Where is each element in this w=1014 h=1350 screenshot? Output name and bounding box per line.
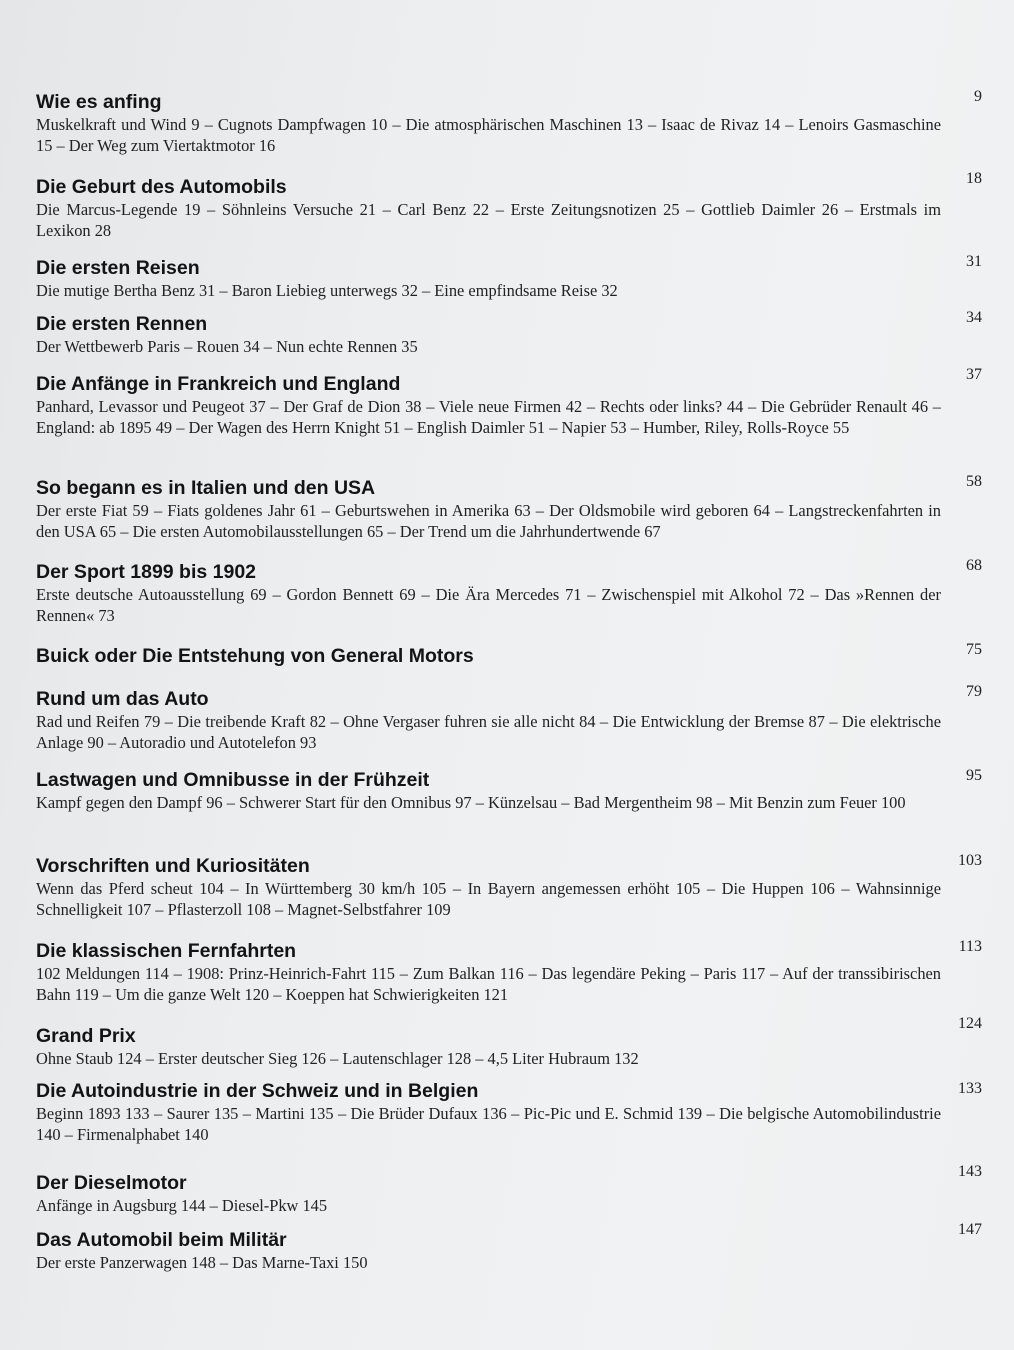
toc-entry: [36, 176, 941, 241]
toc-entry: [36, 1025, 941, 1069]
chapter-title: Grand Prix: [36, 1025, 136, 1047]
chapter-contents: 102 Meldungen 114 – 1908: Prinz-Heinrich-Fahrt 115 – Zum Balkan 116 – Das legendäre Peking – Paris 117 – Auf der transsibirischen Bahn 119 – Um die ganze Welt 120 – Koeppen hat Schwierigkeiten 121: [36, 964, 941, 1004]
toc-entry: [36, 1229, 941, 1273]
chapter-contents: Der erste Fiat 59 – Fiats goldenes Jahr 61 – Geburtswehen in Amerika 63 – Der Oldsmobile wird geboren 64 – Langstreckenfahrten in den USA 65 – Die ersten Automobilausstellungen 65 – Der Trend um die Jahrhundertwende 67: [36, 501, 941, 541]
chapter-title: Rund um das Auto: [36, 688, 209, 710]
chapter-contents: Rad und Reifen 79 – Die treibende Kraft 82 – Ohne Vergaser fuhren sie alle nicht 84 – Die Entwicklung der Bremse 87 – Die elektrische Anlage 90 – Autoradio und Autotelefon 93: [36, 712, 941, 752]
chapter-title: Die klassischen Fernfahrten: [36, 940, 297, 962]
chapter-page-number: 31: [966, 253, 982, 270]
chapter-contents: Ohne Staub 124 – Erster deutscher Sieg 126 – Lautenschlager 128 – 4,5 Liter Hubraum 132: [36, 1049, 639, 1068]
chapter-contents: Wenn das Pferd scheut 104 – In Württemberg 30 km/h 105 – In Bayern angemessen erhöht 105 – Die Huppen 106 – Wahnsinnige Schnelligkeit 107 – Pflasterzoll 108 – Magnet-Selbstfahrer 109: [36, 879, 941, 919]
chapter-title: Wie es anfing: [36, 91, 162, 113]
chapter-title: Die ersten Reisen: [36, 257, 200, 279]
chapter-title: Lastwagen und Omnibusse in der Frühzeit: [36, 769, 430, 791]
toc-entry: [36, 688, 941, 753]
chapter-page-number: 34: [966, 309, 982, 326]
chapter-page-number: 95: [966, 767, 982, 784]
toc-entry: [36, 1080, 941, 1145]
chapter-contents: Erste deutsche Autoausstellung 69 – Gordon Bennett 69 – Die Ära Mercedes 71 – Zwischenspiel mit Alkohol 72 – Das »Rennen der Rennen« 73: [36, 585, 941, 625]
toc-entry: [36, 940, 941, 1005]
chapter-page-number: 58: [966, 473, 982, 490]
toc-entry: [36, 561, 941, 626]
chapter-page-number: 147: [958, 1221, 982, 1238]
chapter-contents: Der erste Panzerwagen 148 – Das Marne-Taxi 150: [36, 1253, 368, 1272]
chapter-title: So begann es in Italien und den USA: [36, 477, 376, 499]
toc-entry: [36, 313, 941, 357]
toc-entry: [36, 257, 941, 301]
chapter-contents: Kampf gegen den Dampf 96 – Schwerer Start für den Omnibus 97 – Künzelsau – Bad Mergentheim 98 – Mit Benzin zum Feuer 100: [36, 793, 906, 812]
chapter-title: Buick oder Die Entstehung von General Motors: [36, 645, 474, 667]
chapter-contents: Beginn 1893 133 – Saurer 135 – Martini 135 – Die Brüder Dufaux 136 – Pic-Pic und E. Schmid 139 – Die belgische Automobilindustrie 140 – Firmenalphabet 140: [36, 1104, 941, 1144]
chapter-contents: Die mutige Bertha Benz 31 – Baron Liebieg unterwegs 32 – Eine empfindsame Reise 32: [36, 281, 618, 300]
toc-entry: [36, 1172, 941, 1216]
chapter-title: Die Geburt des Automobils: [36, 176, 287, 198]
toc-entry: [36, 477, 941, 542]
chapter-page-number: 79: [966, 683, 982, 700]
chapter-title: Der Sport 1899 bis 1902: [36, 561, 257, 583]
chapter-title: Vorschriften und Kuriositäten: [36, 855, 310, 877]
chapter-contents: Panhard, Levassor und Peugeot 37 – Der Graf de Dion 38 – Viele neue Firmen 42 – Rechts oder links? 44 – Die Gebrüder Renault 46 – England: ab 1895 49 – Der Wagen des Herrn Knight 51 – English Daimler 51 – Napier 53 – Humber, Riley, Rolls-Royce 55: [36, 397, 941, 437]
toc-entry: [36, 769, 941, 813]
toc-entry: [36, 855, 941, 920]
chapter-page-number: 18: [966, 170, 982, 187]
chapter-page-number: 124: [958, 1015, 982, 1032]
chapter-page-number: 37: [966, 366, 982, 383]
chapter-page-number: 9: [974, 88, 982, 105]
chapter-title: Der Dieselmotor: [36, 1172, 187, 1194]
chapter-title: Die Autoindustrie in der Schweiz und in Belgien: [36, 1080, 479, 1102]
chapter-contents: Die Marcus-Legende 19 – Söhnleins Versuche 21 – Carl Benz 22 – Erste Zeitungsnotizen 25 – Gottlieb Daimler 26 – Erstmals im Lexikon 28: [36, 200, 941, 240]
chapter-contents: Muskelkraft und Wind 9 – Cugnots Dampfwagen 10 – Die atmosphärischen Maschinen 13 – Isaac de Rivaz 14 – Lenoirs Gasmaschine 15 – Der Weg zum Viertaktmotor 16: [36, 115, 941, 155]
chapter-page-number: 103: [958, 852, 982, 869]
chapter-page-number: 113: [958, 938, 982, 955]
chapter-page-number: 68: [966, 557, 982, 574]
toc-entry: [36, 373, 941, 438]
chapter-title: Das Automobil beim Militär: [36, 1229, 287, 1251]
toc-entry: [36, 645, 941, 667]
chapter-contents: Anfänge in Augsburg 144 – Diesel-Pkw 145: [36, 1196, 328, 1215]
chapter-title: Die ersten Rennen: [36, 313, 208, 335]
chapter-title: Die Anfänge in Frankreich und England: [36, 373, 401, 395]
chapter-contents: Der Wettbewerb Paris – Rouen 34 – Nun echte Rennen 35: [36, 337, 418, 356]
chapter-page-number: 143: [958, 1163, 982, 1180]
chapter-page-number: 75: [966, 641, 982, 658]
toc-entry: [36, 91, 941, 156]
chapter-page-number: 133: [958, 1080, 982, 1097]
